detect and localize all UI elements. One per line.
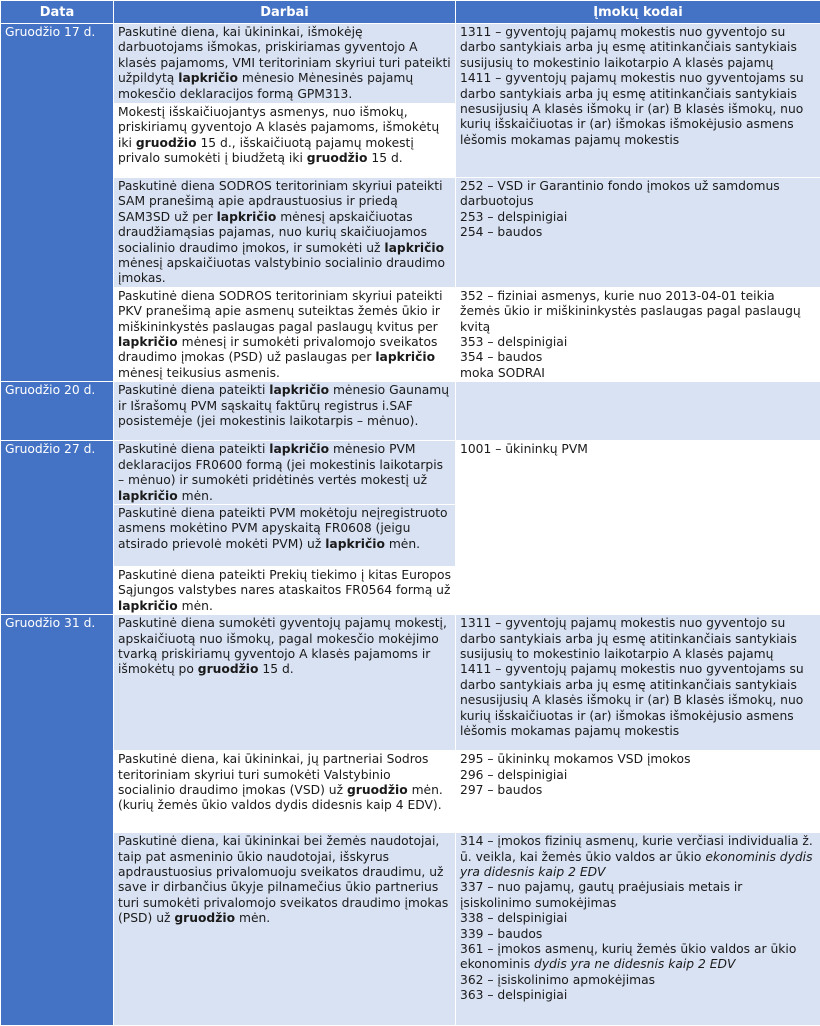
text-run: Paskutinė diena, kai ūkininkai, išmokėję darbuotojams išmokas, priskiriamas gyventojo A klasės pajamoms, VMI teritoriniam skyriui turi pateikti užpildytą <box>118 25 451 85</box>
bold-text: lapkričio <box>269 442 329 456</box>
text-run: 295 – ūkininkų mokamos VSD įmokos <box>460 752 690 766</box>
text-run: Paskutinė diena pateikti Prekių tiekimo į kitas Europos Sąjungos valstybes nares ataskaitos FR0564 formą už <box>118 568 451 597</box>
table-row <box>1 287 820 381</box>
text-run: 1311 – gyventojų pajamų mokestis nuo gyventojo su darbo santykiais arba jų esmę atitinkančiais santykiais susijusių to mokestinio laikotarpio A klasės pajamų <box>460 25 797 70</box>
table-row <box>1 178 820 288</box>
codes-cell <box>456 178 820 288</box>
work-cell <box>114 833 456 1026</box>
table-row <box>1 24 820 104</box>
text-run: 15 d., išskaičiuotą pajamų mokestį privalo sumokėti į biudžetą iki <box>118 136 414 165</box>
table-row <box>1 382 820 441</box>
codes-cell <box>456 833 820 1026</box>
date-cell: Gruodžio 20 d. <box>1 382 114 441</box>
codes-cell <box>456 382 820 441</box>
text-run: mėnesį apskaičiuotas draudžiamąsias pajamas, nuo kurių skaičiuojamos socialinio draudimo įmokos, ir sumokėti už <box>118 210 427 255</box>
codes-cell <box>456 287 820 381</box>
work-cell <box>114 104 456 178</box>
bold-text: lapkričio <box>325 537 385 551</box>
table-row <box>1 833 820 1026</box>
text-run: mėnesį ir sumokėti privalomojo sveikatos draudimo įmokas (PSD) už paslaugas per <box>118 335 437 364</box>
codes-cell <box>456 441 820 615</box>
code-line <box>460 768 816 783</box>
text-run: 252 – VSD ir Garantinio fondo įmokos už samdomus darbuotojus <box>460 179 780 208</box>
text-run: 337 – nuo pajamų, gautų praėjusiais metais ir įsiskolinimo sumokėjimas <box>460 880 742 909</box>
work-cell <box>114 24 456 104</box>
text-run: mėn. <box>178 489 213 503</box>
bold-text: gruodžio <box>307 151 368 165</box>
bold-text: gruodžio <box>198 662 259 676</box>
text-run: Paskutinė diena sumokėti gyventojų pajamų mokestį, apskaičiuotą nuo išmokų, pagal mokesčio mokėjimo tvarką priskiriamų gyventojo A klasės pajamoms ir išmokėtų po <box>118 616 447 676</box>
bold-text: lapkričio <box>384 241 444 255</box>
work-cell <box>114 566 456 614</box>
text-run: Paskutinė diena, kai ūkininkai bei žemės naudotojai, taip pat asmeninio ūkio naudotojai, išskyrus apdraustuosius privalomuoju sveikatos draudimu, už save ir dirbančius ūkyje pilnamečius ūkio partnerius turi sumokėti privalomojo sveikatos draudimo įmokas (PSD) už <box>118 834 448 925</box>
table-row <box>1 751 820 833</box>
code-line <box>460 210 816 225</box>
italic-text: dydis yra ne didesnis kaip 2 EDV <box>534 957 735 971</box>
date-cell: Gruodžio 27 d. <box>1 441 114 615</box>
text-run: 353 – delspinigiai <box>460 335 567 349</box>
text-run: moka SODRAI <box>460 366 545 380</box>
work-cell <box>114 751 456 833</box>
italic-text: ekonominis dydis yra didesnis kaip 2 EDV <box>460 850 812 879</box>
table-row <box>1 441 820 505</box>
bold-text: lapkričio <box>375 350 435 364</box>
date-cell: Gruodžio 31 d. <box>1 615 114 1026</box>
bold-text: lapkričio <box>118 489 178 503</box>
header-codes: Įmokų kodai <box>456 1 820 24</box>
work-cell <box>114 178 456 288</box>
code-line <box>460 442 816 457</box>
code-line <box>460 880 816 911</box>
work-cell <box>114 287 456 381</box>
text-run: mėn. <box>385 537 420 551</box>
code-line <box>460 335 816 350</box>
code-line <box>460 366 816 381</box>
text-run: Paskutinė diena, kai ūkininkai, jų partneriai Sodros teritoriniam skyriui turi sumokėti Valstybinio socialinio draudimo įmokas (VSD) už <box>118 752 428 797</box>
codes-cell <box>456 24 820 178</box>
code-line <box>460 752 816 767</box>
text-run: 339 – baudos <box>460 927 542 941</box>
text-run: mėnesį apskaičiuotas valstybinio socialinio draudimo įmokas. <box>118 256 445 285</box>
text-run: 352 – fiziniai asmenys, kurie nuo 2013-04-01 teikia žemės ūkio ir miškininkystės paslaugas pagal paslaugų kvitą <box>460 289 801 334</box>
text-run: 253 – delspinigiai <box>460 210 567 224</box>
text-run: 1311 – gyventojų pajamų mokestis nuo gyventojo su darbo santykiais arba jų esmę atitinkančiais santykiais susijusių to mokestinio laikotarpio A klasės pajamų <box>460 616 797 661</box>
code-line <box>460 662 816 739</box>
bold-text: gruodžio <box>136 136 197 150</box>
bold-text: lapkričio <box>217 210 277 224</box>
text-run: Paskutinė diena SODROS teritoriniam skyriui pateikti PKV pranešimą apie asmenų suteiktas žemės ūkio ir miškininkystės paslaugas pagal paslaugų kvitus per <box>118 289 443 334</box>
header-work: Darbai <box>114 1 456 24</box>
code-line <box>460 927 816 942</box>
bold-text: lapkričio <box>118 335 178 349</box>
work-cell <box>114 382 456 441</box>
code-line <box>460 942 816 973</box>
text-run: 354 – baudos <box>460 350 542 364</box>
text-run: Paskutinė diena pateikti <box>118 442 269 456</box>
code-line <box>460 783 816 798</box>
text-run: 363 – delspinigiai <box>460 988 567 1002</box>
codes-cell <box>456 615 820 751</box>
code-line <box>460 71 816 148</box>
text-run: mėnesį teikusius asmenis. <box>118 366 280 380</box>
table-row <box>1 615 820 751</box>
text-run: Paskutinė diena pateikti <box>118 383 269 397</box>
text-run: mėn. <box>178 599 213 613</box>
code-line <box>460 25 816 71</box>
header-date: Data <box>1 1 114 24</box>
code-line <box>460 179 816 210</box>
text-run: mėn. (kurių žemės ūkio valdos dydis didesnis kaip 4 EDV). <box>118 783 443 812</box>
text-run: 338 – delspinigiai <box>460 911 567 925</box>
text-run: mėnesio PVM deklaracijos FR0600 formą (jei mokestinis laikotarpis – mėnuo) ir sumokėti pridėtinės vertės mokestį už <box>118 442 443 487</box>
text-run: 254 – baudos <box>460 225 542 239</box>
table-body <box>1 24 820 1026</box>
bold-text: gruodžio <box>347 783 408 797</box>
code-line <box>460 911 816 926</box>
text-run: 1411 – gyventojų pajamų mokestis nuo gyventojams su darbo santykiais arba jų esmę atitinkančiais santykiais nesusijusių A klasės išmokų ir (ar) B klasės išmokų, nuo kurių išskaičiuotas ir (ar) išmokas išmokėjusio asmens lėšomis mokamas pajamų mokestis <box>460 71 804 147</box>
text-run: 1001 – ūkininkų PVM <box>460 442 588 456</box>
header-row <box>1 1 820 24</box>
text-run: 296 – delspinigiai <box>460 768 567 782</box>
text-run: 15 d. <box>367 151 402 165</box>
text-run: mėn. <box>235 911 270 925</box>
code-line <box>460 350 816 365</box>
bold-text: lapkričio <box>178 71 238 85</box>
text-run: 362 – įsiskolinimo apmokėjimas <box>460 973 655 987</box>
text-run: Mokestį išskaičiuojantys asmenys, nuo išmokų, priskiriamų gyventojo A klasės pajamoms, išmokėtų iki <box>118 105 439 150</box>
text-run: 1411 – gyventojų pajamų mokestis nuo gyventojams su darbo santykiais arba jų esmę atitinkančiais santykiais nesusijusių A klasės išmokų ir (ar) B klasės išmokų, nuo kurių išskaičiuotas ir (ar) išmokas išmokėjusio asmens lėšomis mokamas pajamų mokestis <box>460 662 804 738</box>
code-line <box>460 988 816 1003</box>
code-line <box>460 616 816 662</box>
text-run: Paskutinė diena SODROS teritoriniam skyriui pateikti SAM pranešimą apie apdraustuosius ir priedą SAM3SD už per <box>118 179 443 224</box>
code-line <box>460 973 816 988</box>
text-run: mėnesio Gaunamų ir Išrašomų PVM sąskaitų faktūrų registrus i.SAF posistemėje (jei mokestinis laikotarpis – mėnuo). <box>118 383 449 428</box>
code-line <box>460 834 816 880</box>
bold-text: lapkričio <box>269 383 329 397</box>
text-run: Paskutinė diena pateikti PVM mokėtoju neįregistruoto asmens mokėtino PVM apyskaitą FR0608 (jeigu atsirado prievolė mokėti PVM) už <box>118 506 448 551</box>
text-run: 15 d. <box>258 662 293 676</box>
work-cell <box>114 441 456 505</box>
text-run: 361 – įmokos asmenų, kurių žemės ūkio valdos ar ūkio ekonominis <box>460 942 796 971</box>
bold-text: gruodžio <box>174 911 235 925</box>
codes-cell <box>456 751 820 833</box>
work-cell <box>114 504 456 566</box>
text-run: mėnesio Mėnesinės pajamų mokesčio deklaracijos formą GPM313. <box>118 71 413 100</box>
text-run: 314 – įmokos fizinių asmenų, kurie verčiasi individualia ž. ū. veikla, kai žemės ūkio valdos ar ūkio <box>460 834 813 863</box>
date-cell: Gruodžio 17 d. <box>1 24 114 382</box>
code-line <box>460 289 816 335</box>
code-line <box>460 225 816 240</box>
bold-text: lapkričio <box>118 599 178 613</box>
text-run: 297 – baudos <box>460 783 542 797</box>
work-cell <box>114 615 456 751</box>
